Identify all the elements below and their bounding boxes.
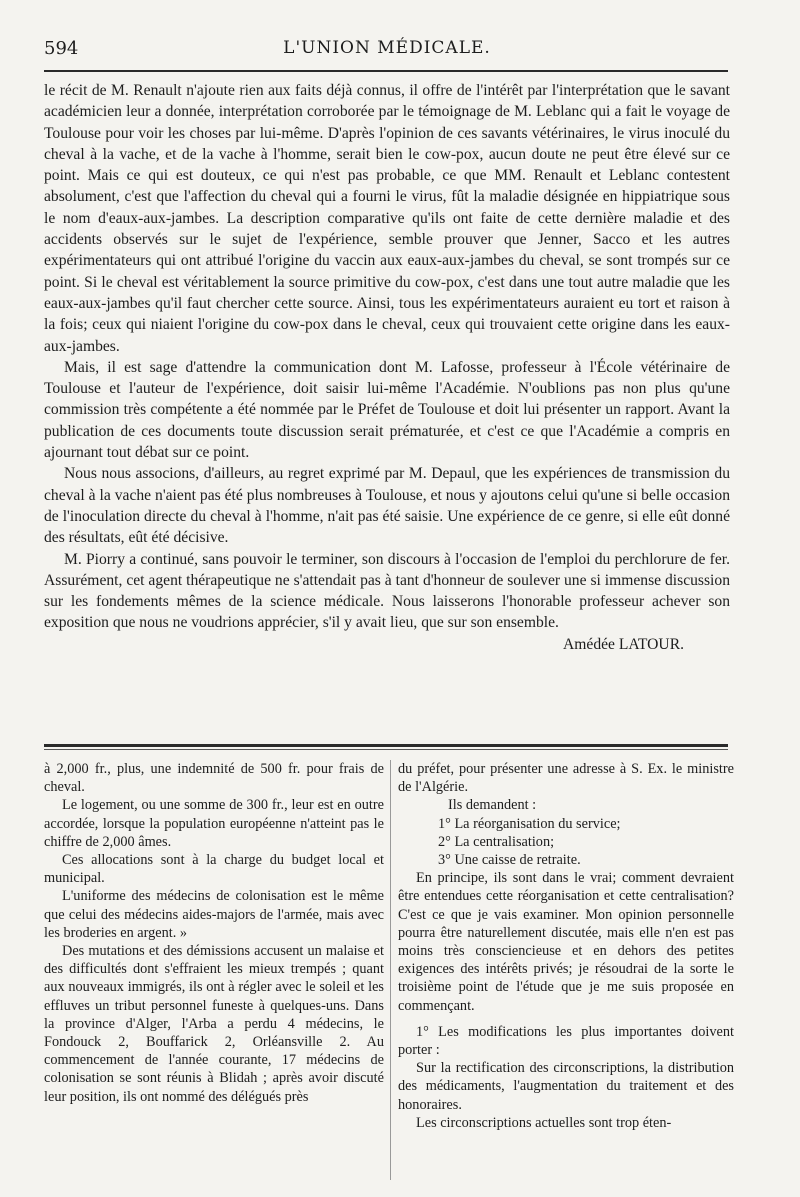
upper-article	[44, 80, 730, 655]
paragraph: Mais, il est sage d'attendre la communication dont M. Lafosse, professeur à l'École vétérinaire de Toulouse et l'auteur de l'expérience, doit saisir lui-même l'Académie. N'oublions pas non plus qu'une commission très compétente a été nommée par le Préfet de Toulouse et doit lui présenter un rapport. Avant la publication de ces documents toute discussion serait prématurée, et c'est ce que l'Académie a compris en ajournant tout débat sur ce point.	[44, 358, 730, 462]
running-title: L'UNION MÉDICALE.	[283, 38, 491, 58]
paragraph: 1° Les modifications les plus importantes doivent porter :	[398, 1023, 734, 1059]
left-column	[44, 760, 384, 1106]
paragraph: M. Piorry a continué, sans pouvoir le terminer, son discours à l'occasion de l'emploi du perchlorure de fer. Assurément, cet agent thérapeutique ne s'attendait pas à tant d'honneur de soulever une si immense discussion sur les fondements mêmes de la science médicale. Nous laisserons l'honorable professeur achever son exposition que nous ne voudrions apprécier, s'il y avait lieu, que sur son ensemble.	[44, 550, 730, 632]
paragraph: Ces allocations sont à la charge du budget local et municipal.	[44, 852, 384, 887]
list-item: 3° Une caisse de retraite.	[438, 852, 581, 869]
paragraph: Des mutations et des démissions accusent un malaise et des difficultés dont s'effraient les mieux trempés ; quant aux nouveaux immigrés, ils ont à régler avec le soleil et les effluves un tribut personnel funeste à quelques-uns. Dans la province d'Alger, l'Arba a perdu 4 médecins, le Fondouck 2, Bouffarick 2, Orléansville 2. Au commencement de l'année courante, 17 médecins de colonisation se sont réunis à Blidah ; après avoir discuté leur position, ils ont nommé des délégués près	[44, 943, 384, 1105]
demands-label: Ils demandent :	[448, 797, 537, 814]
paragraph: du préfet, pour présenter une adresse à S. Ex. le ministre de l'Algérie.	[398, 761, 734, 796]
spacer	[398, 1015, 734, 1023]
paragraph: Nous nous associons, d'ailleurs, au regret exprimé par M. Depaul, que les expériences de transmission du cheval à la vache n'aient pas été plus nombreuses à Toulouse, et nous y ajoutons celui qu'une si belle occasion de l'inoculation directe du cheval à l'homme, n'ait pas été saisie. Une expérience de ce genre, si elle eût donné des résultats, eût été décisive.	[44, 465, 730, 547]
section-rule	[44, 744, 728, 747]
section-rule-thin	[44, 749, 728, 750]
paragraph: Le logement, ou une somme de 300 fr., leur est en outre accordée, lorsque la population européenne n'atteint pas le chiffre de 2,000 âmes.	[44, 797, 384, 850]
header-rule	[44, 70, 728, 72]
page-header	[44, 38, 730, 64]
paragraph: le récit de M. Renault n'ajoute rien aux faits déjà connus, il offre de l'intérêt par l'interprétation que le savant académicien leur a donnée, interprétation corroborée par le témoignage de M. Leblanc qui a fait le voyage de Toulouse pour voir les choses par lui-même. D'après l'opinion de ces savants vétérinaires, le virus inoculé du cheval à la vache, et de la vache à l'homme, serait bien le cow-pox, aucun doute ne peut être élevé sur ce point. Mais ce qui est douteux, ce qui n'est pas probable, ce que MM. Renault et Leblanc contestent absolument, c'est que l'affection du cheval qui a fourni le virus, fût la maladie désignée en hippiatrique sous le nom d'eaux-aux-jambes. La description comparative qu'ils ont faite de cette dernière maladie et des accidents observés sur le sujet de l'expérience, semble prouver que Jenner, Sacco et les autres expérimentateurs qui ont attribué l'origine du vaccin aux eaux-aux-jambes du cheval, se sont trompés sur ce point. Si le cheval est véritablement la source primitive du cow-pox, c'est dans une tout autre maladie que les eaux-aux-jambes qu'il faut chercher cette source. Ainsi, tous les expérimentateurs auraient eu tort et raison à la fois; ceux qui niaient l'origine du cow-pox dans le cheval, ceux qui trouvaient cette origine dans les eaux-aux-jambes.	[44, 82, 730, 355]
paragraph: Sur la rectification des circonscriptions, la distribution des médicaments, l'augmentation du traitement et des honoraires.	[398, 1060, 734, 1113]
list-item: 1° La réorganisation du service;	[438, 815, 621, 832]
paragraph: Les circonscriptions actuelles sont trop éten-	[416, 1114, 672, 1131]
list-item: 2° La centralisation;	[438, 833, 555, 850]
paragraph: En principe, ils sont dans le vrai; comment devraient être entendues cette réorganisation et cette centralisation? C'est ce que je vais examiner. Mon opinion personnelle pourra être naturellement discutée, mais elle n'en est pas moins très consciencieuse et en dehors des petites exigences des intérêts privés; je résoudrai de la sorte le troisième point de l'étude que je me suis proposée en commençant.	[398, 870, 734, 1014]
column-divider	[390, 760, 391, 1180]
paragraph: à 2,000 fr., plus, une indemnité de 500 fr. pour frais de cheval.	[44, 761, 384, 796]
page-number: 594	[44, 38, 79, 59]
paragraph: L'uniforme des médecins de colonisation est le même que celui des médecins aides-majors de l'armée, mais avec les broderies en argent. »	[44, 888, 384, 941]
author-signature: Amédée LATOUR.	[563, 635, 684, 653]
right-column	[398, 760, 734, 1132]
